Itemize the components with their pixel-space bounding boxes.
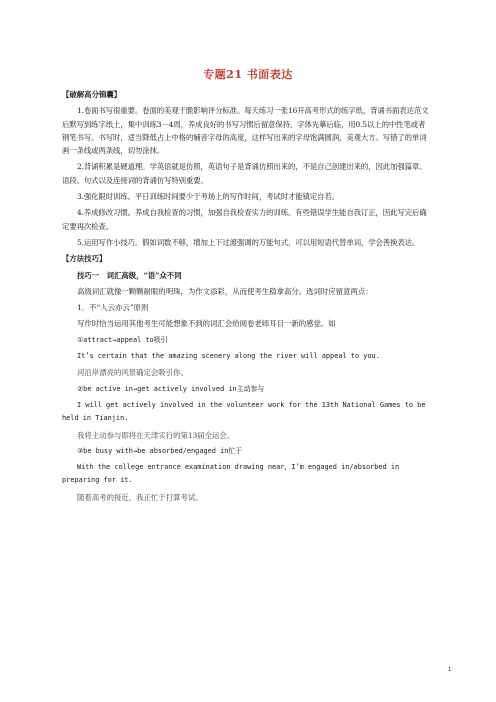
tip-paragraph: 2.背诵积累是硬道理。学英语就是仿照，英语句子是背诵仿照出来的，不是自己创建出来的，因此加强篇章、语段、句式以及连接词的背诵仿写特别重要。 (62, 162, 427, 185)
document-body (62, 88, 430, 504)
example-label: ③be busy with→be absorbed/engaged in忙于 (77, 446, 243, 455)
tip-paragraph: 3.强化限时训练。平日训练时间要少于考场上的写作时间，考试时才能镇定自若。 (77, 192, 340, 202)
example-chinese: 河沿岸漂亮的风景确定会吸引你。 (77, 368, 188, 378)
example-english: I will get actively involved in the volunteer work for the 13th National Games to be held in Tianjin. (62, 400, 426, 423)
tip-paragraph: 5.运用写作小技巧。假如词数不够，增加上下过渡强调的万能句式，可以用短语代替单词，学会善换表达。 (77, 237, 420, 247)
principle-heading: 1．不“人云亦云”原则 (77, 303, 149, 313)
page-title: 专题21 书面表达 (203, 68, 293, 81)
principle-description: 写作时恰当运用其他考生可能想象不到的词汇会给阅卷老师耳目一新的感觉。如 (77, 319, 336, 329)
section-heading-methods: 【方法技巧】 (62, 254, 107, 264)
section-heading-tips: 【破解高分锦囊】 (62, 90, 122, 99)
example-chinese: 随着高考的接近，我正忙于打算考试。 (77, 492, 203, 502)
page-number: 1 (448, 667, 452, 673)
example-chinese: 我将主动参与即将在天津实行的第13届全运会。 (77, 430, 235, 440)
example-english: With the college entrance examination drawing near，I’m engaged in/absorbed in preparing for it. (62, 463, 400, 485)
tip-paragraph: 4.养成修改习惯。养成自我检查的习惯，加强自我检查实力的训练。有些错误学生能自我订正，因此写完后确定要再次检查。 (62, 208, 427, 231)
example-label: ②be active in→get actively involved in主动参与 (77, 384, 265, 393)
example-english: It’s certain that the amazing scenery along the river will appeal to you. (77, 352, 380, 361)
skill-heading: 技巧一 词汇高级，“语”众不同 (77, 270, 182, 280)
example-label: ①attract→appeal to吸引 (77, 335, 168, 344)
skill-intro: 高级词汇就像一颗颗耐眼的明珠，为作文添彩，从而使考生稳拿高分。选词时应留意两点： (77, 286, 373, 296)
tip-paragraph: 1.卷面书写很重要。卷面的美观干脆影响评分标准。每天练习一张16开高考形式的练字纸，背诵书面表达范文后默写到练字纸上，集中训练3－4周，养成良好的书写习惯后留意保持。字体先摹后临，用0.5以上的中性笔或者钢笔书写。书写时，适当降低占上中格的辅音字母的高度，这样写出来的字母饱满圆润，美观大方。写错了的单词画一条线或两条线，切勿涂抹。 (62, 106, 429, 156)
